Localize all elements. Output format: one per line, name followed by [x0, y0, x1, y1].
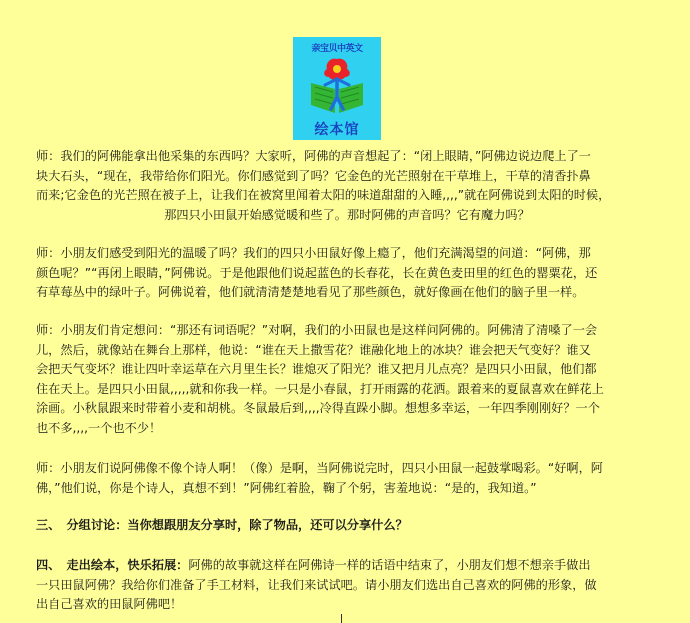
section-heading: 四、 走出绘本，快乐拓展：: [36, 558, 189, 572]
paragraph-line: 住在天上。是四只小田鼠,,,,,就和你我一样。一只是小春鼠，打开雨露的花洒。跟着来的夏鼠喜欢在鲜花上: [36, 381, 604, 396]
paragraph-line: 师：小朋友们感受到阳光的温暖了吗？我们的四只小田鼠好像上瘾了，他们充满渴望的问道：“阿佛，那: [36, 246, 591, 260]
section-three-discussion: [36, 516, 658, 536]
section-four-extension: [36, 556, 658, 615]
paragraph-colors: [36, 244, 658, 303]
paragraph-sunlight: [36, 147, 658, 225]
logo-bottom-text: 绘本馆: [314, 122, 360, 138]
paragraph-line: 一只田鼠阿佛？我给你们准备了手工材料，让我们来试试吧。请小朋友们选出自己喜欢的阿佛的形象，做: [36, 577, 597, 592]
paragraph-line: 会把天气变坏？谁让四叶幸运草在六月里生长？谁熄灭了阳光？谁又把月儿点亮？是四只小田鼠，他们都: [36, 362, 597, 377]
paragraph-line: 颜色呢？”“再闭上眼睛，”阿佛说。于是他跟他们说起蓝色的长春花，长在黄色麦田里的红色的罂粟花，还: [36, 265, 598, 280]
paragraph-line: 出自己喜欢的田鼠阿佛吧！: [36, 597, 183, 612]
paragraph-line: 佛，”他们说，你是个诗人，真想不到！”阿佛红着脸，鞠了个躬，害羞地说：“是的，我知道。”: [36, 480, 537, 495]
section-heading: 三、 分组讨论：当你想跟朋友分享时，除了物品，还可以分享什么？: [36, 518, 408, 532]
paragraph-line: 师：小朋友们肯定想问：“那还有词语呢？”对啊，我们的小田鼠也是这样问阿佛的。阿佛清了清嗓了一会: [36, 323, 598, 337]
paragraph-line: 儿，然后，就像站在舞台上那样，他说：“谁在天上撒雪花？谁融化地上的冰块？谁会把天气变好？谁又: [36, 342, 591, 357]
picture-book-logo: [293, 37, 381, 140]
paragraph-poet: [36, 459, 658, 498]
paragraph-line: 师：小朋友们说阿佛像不像个诗人啊！（像）是啊，当阿佛说完时，四只小田鼠一起鼓掌喝彩。“好啊，阿: [36, 461, 603, 475]
logo-emblem-icon: [307, 55, 367, 117]
paragraph-line: 而来;它金色的光芒照在被子上，让我们在被窝里闻着太阳的味道甜甜的入睡,,,,”就在阿佛说到太阳的时候，: [36, 188, 611, 203]
text-cursor: [341, 614, 342, 623]
logo-top-text: 亲宝贝中英文: [311, 44, 363, 54]
paragraph-line: 也不多,,,,一个也不少！: [36, 420, 162, 435]
paragraph-line: 块大石头，“现在，我带给你们阳光。你们感觉到了吗？它金色的光芒照射在干草堆上，干草的清香扑鼻: [36, 168, 591, 183]
paragraph-line: 涂画。小秋鼠跟来时带着小麦和胡桃。冬鼠最后到,,,,冷得直跺小脚。想想多幸运，一年四季刚刚好？一个: [36, 401, 600, 416]
paragraph-line: 师：我们的阿佛能拿出他采集的东西吗？大家听，阿佛的声音想起了：“闭上眼睛，”阿佛边说边爬上了一: [36, 149, 591, 163]
paragraph-line: 阿佛的故事就这样在阿佛诗一样的话语中结束了，小朋友们想不想亲手做出: [188, 558, 591, 572]
paragraph-line: 那四只小田鼠开始感觉暖和些了。那时阿佛的声音吗？它有魔力吗？: [164, 207, 530, 222]
paragraph-words: [36, 321, 658, 439]
paragraph-line: 有草莓丛中的绿叶子。阿佛说着，他们就清清楚楚地看见了那些颜色，就好像画在他们的脑子里一样。: [36, 285, 585, 300]
